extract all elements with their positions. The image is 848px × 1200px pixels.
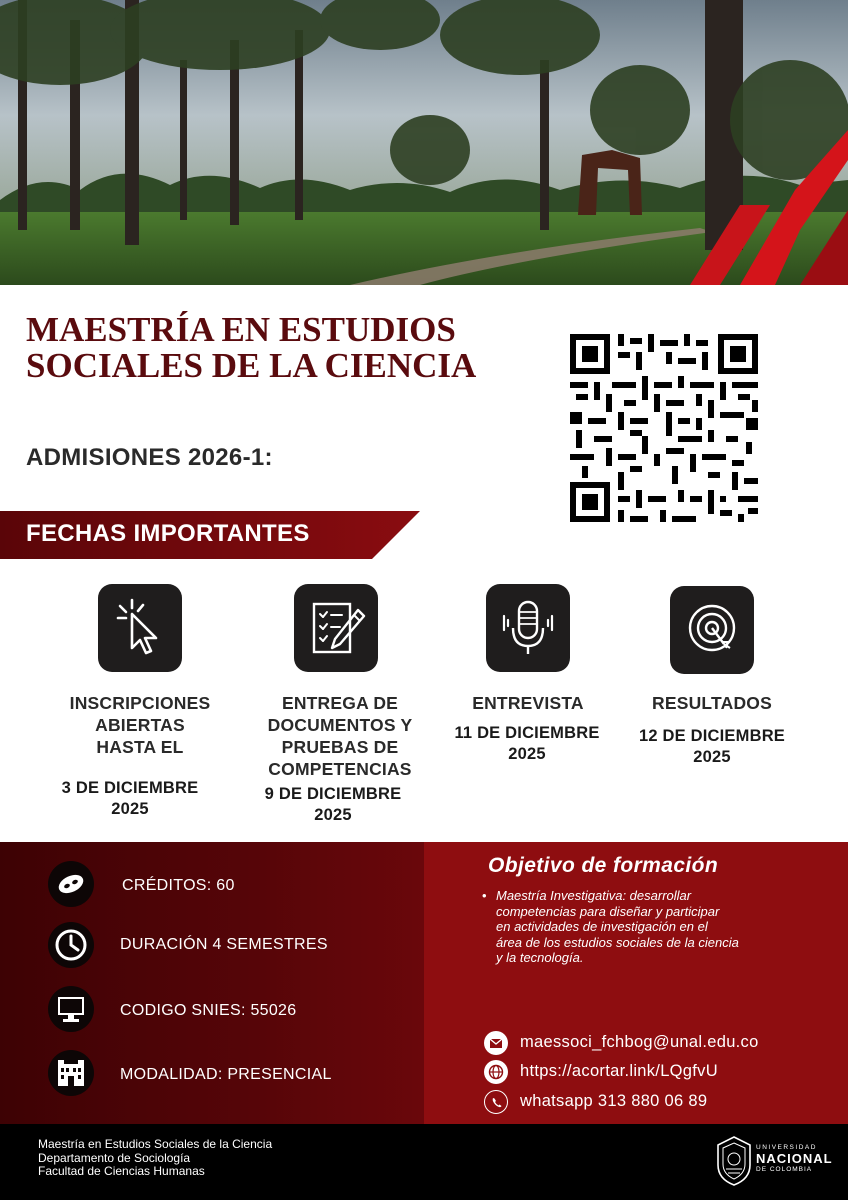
building-icon — [48, 1050, 94, 1096]
step-1-label-line: ABIERTAS — [95, 715, 185, 735]
footer-department: Departamento de Sociología — [38, 1150, 191, 1165]
program-title-line-1: MAESTRÍA EN ESTUDIOS — [26, 310, 456, 349]
whatsapp-link[interactable]: whatsapp 313 880 06 89 — [520, 1092, 708, 1110]
objective-title: Objetivo de formación — [488, 854, 719, 877]
step-4-label-line: RESULTADOS — [652, 693, 772, 713]
objective-text-line: competencias para diseñar y participar — [496, 903, 720, 919]
step-2-date-line: 2025 — [314, 806, 352, 824]
university-seal-logo — [712, 1135, 756, 1187]
step-1-date-line: 3 DE DICIEMBRE — [61, 779, 199, 797]
step-2-label-line: ENTREGA DE — [281, 693, 399, 713]
step-2-label — [240, 692, 440, 780]
university-name — [756, 1144, 833, 1173]
step-3-date-line: 11 DE DICIEMBRE — [454, 724, 600, 742]
step-4-date-line: 12 DE DICIEMBRE — [638, 727, 786, 745]
email-icon — [484, 1031, 508, 1055]
step-2-label-line: DOCUMENTOS Y — [267, 715, 413, 735]
program-title — [26, 312, 526, 384]
website-link[interactable]: https://acortar.link/LQgfvU — [520, 1062, 718, 1080]
step-2-date — [233, 784, 433, 826]
cursor-click-icon — [98, 584, 182, 672]
step-1-date — [30, 778, 230, 820]
step-3-date-line: 2025 — [508, 745, 546, 763]
step-4-date — [612, 726, 812, 768]
dates-heading: FECHAS IMPORTANTES — [26, 520, 310, 547]
duration-text: DURACIÓN 4 SEMESTRES — [120, 936, 328, 953]
step-1-date-line: 2025 — [111, 800, 149, 818]
step-2-label-line: COMPETENCIAS — [268, 759, 412, 779]
globe-icon — [484, 1060, 508, 1084]
program-title-line-2: SOCIALES DE LA CIENCIA — [26, 346, 477, 385]
step-1-label-line: INSCRIPCIONES — [69, 693, 211, 713]
whatsapp-icon — [484, 1090, 508, 1114]
step-3-date — [427, 723, 627, 765]
university-small-top: UNIVERSIDAD — [756, 1144, 817, 1151]
footer-credits — [38, 1138, 272, 1179]
admissions-heading: ADMISIONES 2026-1: — [26, 444, 273, 471]
credits-text: CRÉDITOS: 60 — [122, 877, 235, 894]
clock-icon — [48, 922, 94, 968]
qr-code[interactable] — [570, 334, 758, 522]
document-pen-icon — [294, 584, 378, 672]
credits-icon — [48, 861, 94, 907]
university-main-name: NACIONAL — [756, 1151, 833, 1166]
step-1-label — [40, 692, 240, 758]
monitor-icon — [48, 986, 94, 1032]
step-3-label-line: ENTREVISTA — [472, 693, 584, 713]
step-3-label — [428, 692, 628, 714]
email-link[interactable]: maessoci_fchbog@unal.edu.co — [520, 1033, 759, 1051]
step-2-label-line: PRUEBAS DE — [281, 737, 399, 757]
modality-text: MODALIDAD: PRESENCIAL — [120, 1066, 332, 1083]
snies-code-text: CODIGO SNIES: 55026 — [120, 1002, 297, 1019]
step-1-label-line: HASTA EL — [96, 737, 184, 757]
microphone-icon — [486, 584, 570, 672]
objective-text-line: en actividades de investigación en el — [496, 919, 708, 934]
target-icon — [670, 586, 754, 674]
bullet-icon: • — [482, 888, 487, 903]
step-4-date-line: 2025 — [693, 748, 731, 766]
footer-faculty: Facultad de Ciencias Humanas — [38, 1164, 205, 1178]
university-small-bottom: DE COLOMBIA — [756, 1166, 813, 1173]
footer-program: Maestría en Estudios Sociales de la Ciencia — [38, 1137, 273, 1151]
objective-bullet — [482, 888, 802, 966]
campus-photo — [0, 0, 848, 285]
objective-text-line: Maestría Investigativa: desarrollar — [496, 888, 692, 903]
objective-text-line: y la tecnología. — [496, 950, 584, 965]
step-2-date-line: 9 DE DICIEMBRE — [264, 785, 402, 803]
objective-text-line: área de los estudios sociales de la ciencia — [496, 934, 739, 950]
step-4-label — [612, 692, 812, 714]
